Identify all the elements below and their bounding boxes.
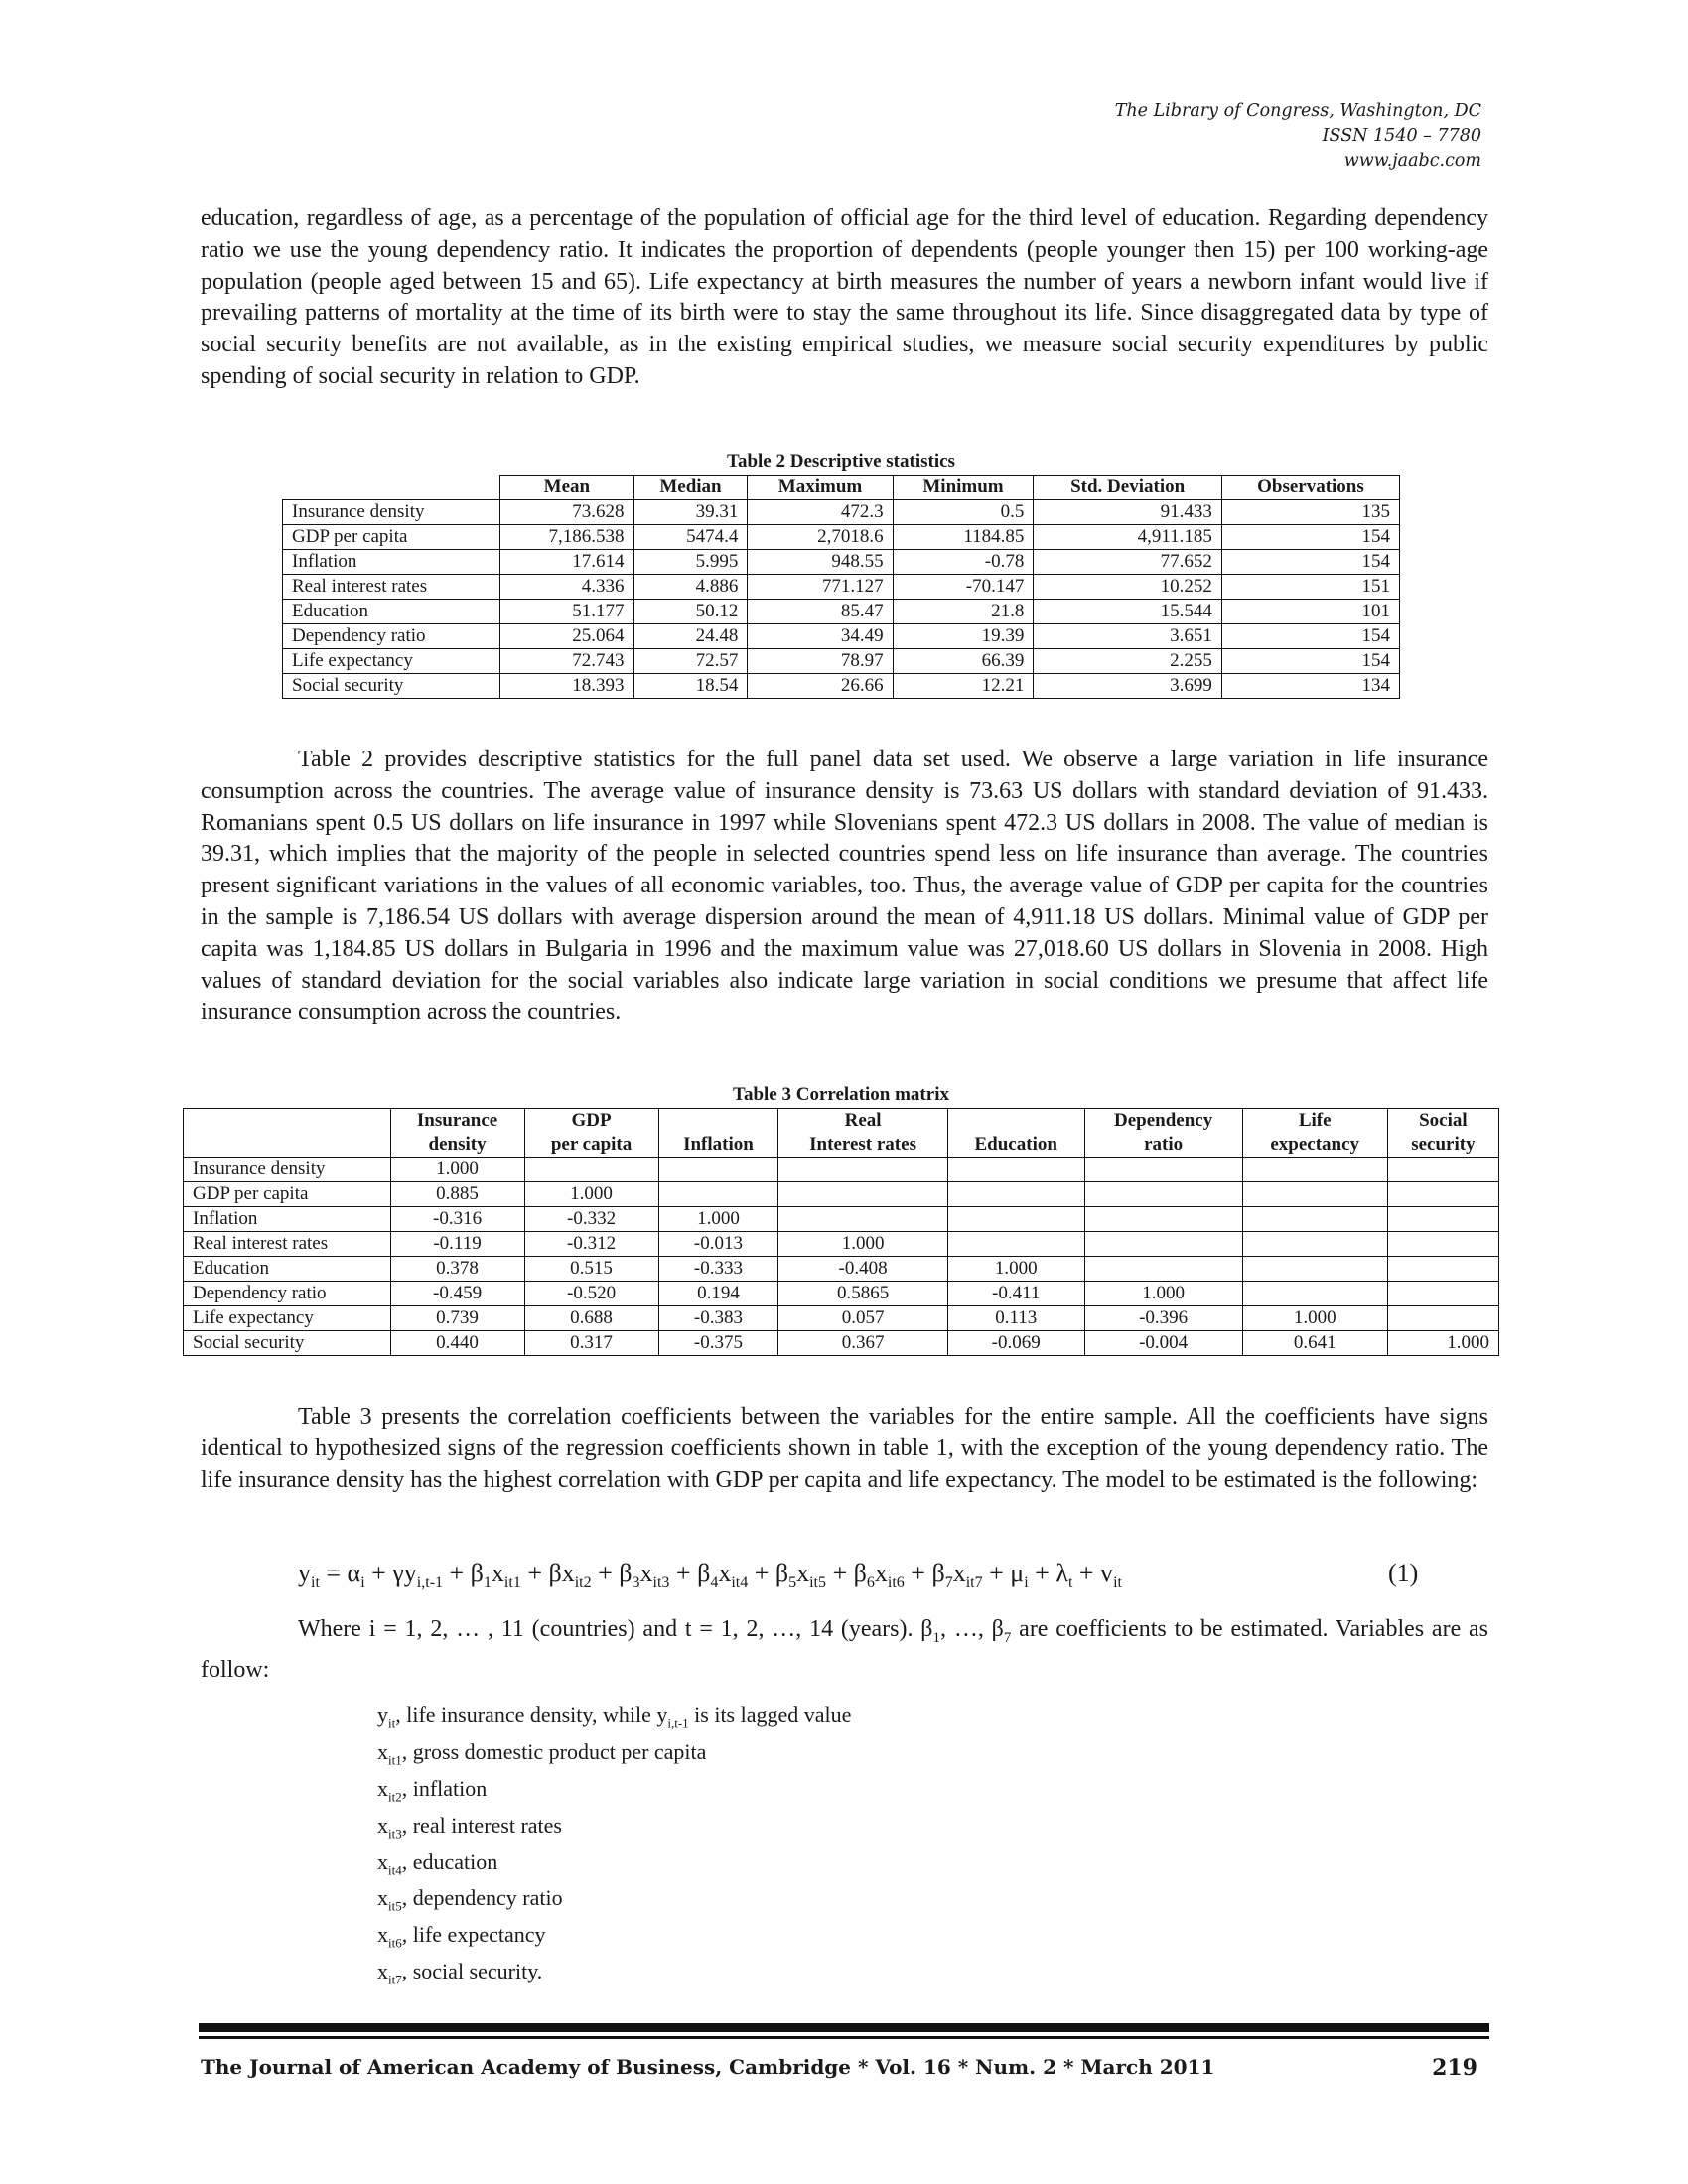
table2-cell: 472.3: [748, 500, 893, 525]
table2-cell: 25.064: [500, 624, 633, 649]
table2-cell: 50.12: [633, 600, 748, 624]
table3-cell: [778, 1158, 948, 1182]
table2-row: [283, 500, 1400, 525]
table3-header-line1: Real: [844, 1110, 882, 1131]
table2-cell: 77.652: [1034, 550, 1222, 575]
table2-row-label: Life expectancy: [283, 649, 500, 674]
table3-cell: 0.515: [524, 1257, 658, 1282]
table3-cell: [1387, 1306, 1498, 1331]
variable-subscript: it3: [388, 1826, 402, 1842]
table3-cell: -0.396: [1084, 1306, 1242, 1331]
table3-cell: [1387, 1158, 1498, 1182]
table2-cell: 73.628: [500, 500, 633, 525]
table3-header-row: [184, 1109, 1499, 1158]
table3-cell: -0.333: [658, 1257, 778, 1282]
table2-cell: 39.31: [633, 500, 748, 525]
table3-header-line1: Life: [1298, 1110, 1332, 1131]
table3-row: [184, 1232, 1499, 1257]
table2-cell: 5.995: [633, 550, 748, 575]
variable-description: , inflation: [401, 1775, 488, 1801]
table2-cell: 51.177: [500, 600, 633, 624]
table3-cell: -0.069: [947, 1331, 1084, 1356]
table2-cell: 151: [1221, 575, 1399, 600]
table2-cell: 5474.4: [633, 525, 748, 550]
table3-caption: Table 3 Correlation matrix: [733, 1084, 949, 1105]
table2-row-label: GDP per capita: [283, 525, 500, 550]
table3-cell: 0.5865: [778, 1282, 948, 1306]
table2-cell: 134: [1221, 674, 1399, 699]
table3-header-line2: density: [428, 1134, 487, 1155]
table3-cell: [1242, 1257, 1387, 1282]
table3-header-line2: ratio: [1144, 1134, 1184, 1155]
table3-row-label: Life expectancy: [184, 1306, 391, 1331]
table3-cell: [778, 1182, 948, 1207]
variable-subscript: it5: [388, 1898, 402, 1914]
table2-cell: 72.743: [500, 649, 633, 674]
variable-symbol: x: [377, 1775, 388, 1801]
table2-header-cell: Minimum: [893, 476, 1034, 500]
table2-cell: 0.5: [893, 500, 1034, 525]
header-line-url: www.jaabc.com: [1343, 151, 1481, 171]
table3-row: [184, 1182, 1499, 1207]
table2-cell: 154: [1221, 550, 1399, 575]
table3-header-line2: per capita: [550, 1134, 633, 1155]
table3-cell: [1242, 1158, 1387, 1182]
paragraph-correlation-discussion: Table 3 presents the correlation coefficients between the variables for the entire sample. All the coefficients have signs identical to hypothesized signs of the regression coefficients shown in table 1, with the exception of the young dependency ratio. The life insurance density has the highest correlation with GDP per capita and life expectancy. The model to be estimated is the following:: [201, 1404, 1488, 1493]
table3-header-cell: [658, 1109, 778, 1158]
table2-cell: 78.97: [748, 649, 893, 674]
table3-cell: 1.000: [778, 1232, 948, 1257]
paragraph-descriptive-discussion: Table 2 provides descriptive statistics for the full panel data set used. We observe a large variation in life insurance consumption across the countries. The average value of insurance density is 73.63 US dollars with standard deviation of 91.433. Romanians spent 0.5 US dollars on life insurance in 1997 while Slovenians spent 472.3 US dollars in 2008. The value of median is 39.31, which implies that the majority of the people in selected countries spend less on life insurance than average. The countries present significant variations in the values of all economic variables, too. Thus, the average value of GDP per capita for the countries in the sample is 7,186.54 US dollars with average dispersion around the mean of 4,911.18 US dollars. Minimal value of GDP per capita was 1,184.85 US dollars in Bulgaria in 1996 and the maximum value was 27,018.60 US dollars in Slovenia in 2008. High values of standard deviation for the social variables also indicate large variation in social conditions we presume that affect life insurance consumption across the countries.: [201, 747, 1488, 1025]
table3-cell: 1.000: [947, 1257, 1084, 1282]
table3-header-line1: Dependency: [1113, 1110, 1213, 1131]
table3-row: [184, 1282, 1499, 1306]
table2-row-label: Insurance density: [283, 500, 500, 525]
table3-header-line2: security: [1411, 1134, 1476, 1155]
table3-header-line1: Social: [1419, 1110, 1468, 1131]
table2-row: [283, 550, 1400, 575]
table3-cell: -0.459: [390, 1282, 524, 1306]
table2-cell: 34.49: [748, 624, 893, 649]
table2-row: [283, 600, 1400, 624]
table2-row: [283, 525, 1400, 550]
variable-subscript: it2: [388, 1789, 402, 1805]
table3-cell: -0.332: [524, 1207, 658, 1232]
table3-cell: [1242, 1182, 1387, 1207]
table2-cell: 7,186.538: [500, 525, 633, 550]
table3-cell: [658, 1182, 778, 1207]
table3-cell: [1387, 1182, 1498, 1207]
table3-cell: [947, 1232, 1084, 1257]
table2-cell: -70.147: [893, 575, 1034, 600]
table2-cell: 10.252: [1034, 575, 1222, 600]
variable-symbol: x: [377, 1922, 388, 1948]
table3-cell: -0.383: [658, 1306, 778, 1331]
variable-symbol: x: [377, 1738, 388, 1764]
variable-description: , dependency ratio: [401, 1885, 563, 1911]
variable-symbol: x: [377, 1959, 388, 1984]
variable-subscript: it: [388, 1715, 396, 1731]
table3-cell: [1242, 1282, 1387, 1306]
variable-subscript: it7: [388, 1972, 402, 1987]
table2-header-cell: Median: [633, 476, 748, 500]
table3-header-line2: Education: [974, 1134, 1057, 1155]
variable-item: [377, 1921, 851, 1958]
table3-cell: [1084, 1232, 1242, 1257]
table3-header-line2: expectancy: [1270, 1134, 1360, 1155]
table3-row-label: Dependency ratio: [184, 1282, 391, 1306]
table3-cell: 0.440: [390, 1331, 524, 1356]
table3-cell: [1084, 1182, 1242, 1207]
variable-item: [377, 1884, 851, 1921]
table3-cell: 0.739: [390, 1306, 524, 1331]
variable-item: [377, 1775, 851, 1812]
table2-header-cell: Observations: [1221, 476, 1399, 500]
table3-cell: [947, 1182, 1084, 1207]
table3-cell: [778, 1207, 948, 1232]
table3-cell: -0.520: [524, 1282, 658, 1306]
table3-cell: 1.000: [1242, 1306, 1387, 1331]
table2-cell: 19.39: [893, 624, 1034, 649]
table2-cell: 91.433: [1034, 500, 1222, 525]
table2-cell: 4.886: [633, 575, 748, 600]
table3-cell: 1.000: [524, 1182, 658, 1207]
table3-cell: [524, 1158, 658, 1182]
variable-subscript: it4: [388, 1861, 402, 1877]
table3-cell: [1084, 1207, 1242, 1232]
variable-symbol: x: [377, 1885, 388, 1911]
table3-cell: -0.312: [524, 1232, 658, 1257]
header-line-issn: ISSN 1540 – 7780: [1322, 126, 1481, 146]
table2-cell: 4,911.185: [1034, 525, 1222, 550]
table2-row: [283, 649, 1400, 674]
table3-cell: 0.885: [390, 1182, 524, 1207]
variable-description-tail: is its lagged value: [688, 1703, 852, 1727]
table3-cell: 1.000: [1084, 1282, 1242, 1306]
table3-row-label: GDP per capita: [184, 1182, 391, 1207]
table2-cell: 3.699: [1034, 674, 1222, 699]
table2-header-cell: Std. Deviation: [1034, 476, 1222, 500]
variable-description: , education: [401, 1848, 498, 1874]
table3-header-line2: Inflation: [683, 1134, 754, 1155]
table2-cell: 85.47: [748, 600, 893, 624]
table3-header-line2: Interest rates: [809, 1134, 916, 1155]
table2-cell: 3.651: [1034, 624, 1222, 649]
variable-item: [377, 1702, 851, 1738]
table2-row-label: Dependency ratio: [283, 624, 500, 649]
table3-cell: -0.119: [390, 1232, 524, 1257]
table3-cell: 0.317: [524, 1331, 658, 1356]
table2-cell: 101: [1221, 600, 1399, 624]
page-number: 219: [1432, 2055, 1477, 2081]
variable-description: , social security.: [401, 1959, 543, 1984]
table3-row: [184, 1257, 1499, 1282]
table2-header-cell: Maximum: [748, 476, 893, 500]
variable-subscript: it6: [388, 1935, 402, 1951]
footer-rule-thick: [199, 2023, 1489, 2032]
header-line-library: The Library of Congress, Washington, DC: [1114, 101, 1481, 121]
table2-cell: 18.54: [633, 674, 748, 699]
table3-cell: 0.194: [658, 1282, 778, 1306]
journal-header: [1115, 99, 1481, 174]
table2-cell: 2.255: [1034, 649, 1222, 674]
table2-row-label: Education: [283, 600, 500, 624]
equation-number: (1): [1388, 1559, 1419, 1587]
footer-rule-thin: [199, 2036, 1489, 2039]
paragraph-indices: Where i = 1, 2, … , 11 (countries) and t = 1, 2, …, 14 (years). $\beta_1$, …, $\beta_7$ are coefficients to be estimated. Variables are as follow:: [201, 1616, 1489, 1683]
table2-cell: 4.336: [500, 575, 633, 600]
variable-item: [377, 1958, 851, 1994]
table2-cell: 154: [1221, 649, 1399, 674]
table3-header-line1: Insurance: [416, 1110, 498, 1131]
table2-cell: 1184.85: [893, 525, 1034, 550]
table3-cell: -0.408: [778, 1257, 948, 1282]
table2-row: [283, 575, 1400, 600]
table3-cell: [1242, 1207, 1387, 1232]
table3-cell: 1.000: [658, 1207, 778, 1232]
table3-row: [184, 1158, 1499, 1182]
table2-cell: 72.57: [633, 649, 748, 674]
table3-cell: [1242, 1232, 1387, 1257]
table3-cell: 1.000: [390, 1158, 524, 1182]
table3-cell: -0.316: [390, 1207, 524, 1232]
variable-symbol: y: [377, 1703, 388, 1727]
variable-description: , life insurance density, while y: [395, 1703, 668, 1727]
table3-cell: -0.013: [658, 1232, 778, 1257]
table3-cell: [658, 1158, 778, 1182]
variable-symbol: x: [377, 1812, 388, 1838]
variable-item: [377, 1812, 851, 1848]
variable-list: [377, 1702, 851, 1994]
table2-cell: 12.21: [893, 674, 1034, 699]
table2-cell: 135: [1221, 500, 1399, 525]
table2-row: [283, 624, 1400, 649]
indices-text-a: Where i = 1, 2, … , 11 (countries) and t = 1, 2, …, 14 (years). β: [298, 1616, 933, 1642]
table3-cell: [1084, 1257, 1242, 1282]
table3-cell: [947, 1207, 1084, 1232]
table2-header-cell: Mean: [500, 476, 633, 500]
table2-cell: 18.393: [500, 674, 633, 699]
footer-journal: The Journal of American Academy of Business, Cambridge * Vol. 16 * Num. 2 * March 2011: [201, 2055, 1215, 2079]
variable-description: , real interest rates: [401, 1812, 562, 1838]
table2-cell: 154: [1221, 624, 1399, 649]
table3-cell: 0.113: [947, 1306, 1084, 1331]
table3-row-label: Education: [184, 1257, 391, 1282]
table2-caption: Table 2 Descriptive statistics: [727, 451, 955, 472]
table2-cell: 15.544: [1034, 600, 1222, 624]
table3-cell: [1084, 1158, 1242, 1182]
table3-cell: -0.004: [1084, 1331, 1242, 1356]
table3-header-line1: GDP: [571, 1110, 612, 1131]
paragraph-variables-definition: education, regardless of age, as a percentage of the population of official age for the third level of education. Regarding dependency ratio we use the young dependency ratio. It indicates the proportion of dependents (people younger then 15) per 100 working-age population (people aged between 15 and 65). Life expectancy at birth measures the number of years a newborn infant would live if prevailing patterns of mortality at the time of its birth were to stay the same throughout its life. Since disaggregated data by type of social security benefits are not available, as in the existing empirical studies, we measure social security expenditures by public spending of social security in relation to GDP.: [201, 205, 1488, 389]
table3-header-cell: [1084, 1109, 1242, 1158]
table3-cell: 1.000: [1387, 1331, 1498, 1356]
table2-header-row: [283, 476, 1400, 500]
indices-text-c: are coefficients to be estimated. Variables are as follow:: [201, 1616, 1489, 1683]
table3-cell: 0.367: [778, 1331, 948, 1356]
table3-header-cell: [184, 1109, 391, 1158]
variable-item: [377, 1848, 851, 1885]
table2-cell: 66.39: [893, 649, 1034, 674]
table2-cell: 771.127: [748, 575, 893, 600]
table3-cell: [1387, 1207, 1498, 1232]
table2-cell: 2,7018.6: [748, 525, 893, 550]
descriptive-statistics-table: [282, 475, 1400, 699]
table3-row-label: Inflation: [184, 1207, 391, 1232]
table2-cell: 26.66: [748, 674, 893, 699]
table3-header-cell: [947, 1109, 1084, 1158]
table3-header-cell: [524, 1109, 658, 1158]
model-equation: $y_{it} = \alpha_i + \gamma y_{i,t-1} + \beta_1x_{it1} + \beta x_{it2} + \beta_3x_{it3} + \beta_4x_{it4} + \beta_5x_{it5} + \beta_6x_{it6} + \beta_7x_{it7} + \mu_i + \lambda_t + v_{it}$: [298, 1559, 1122, 1592]
table3-header-cell: [390, 1109, 524, 1158]
table3-header-cell: [1387, 1109, 1498, 1158]
table3-cell: 0.057: [778, 1306, 948, 1331]
table3-row: [184, 1306, 1499, 1331]
correlation-matrix-table: [183, 1108, 1499, 1356]
table3-cell: 0.641: [1242, 1331, 1387, 1356]
table2-cell: 17.614: [500, 550, 633, 575]
indices-text-b: , …, β: [940, 1616, 1004, 1642]
table2-header-cell: [283, 476, 500, 500]
table2-row-label: Inflation: [283, 550, 500, 575]
table3-cell: [947, 1158, 1084, 1182]
variable-subscript-lag: i,t-1: [667, 1715, 689, 1731]
variable-subscript: it1: [388, 1752, 402, 1768]
table2-row: [283, 674, 1400, 699]
table3-row-label: Real interest rates: [184, 1232, 391, 1257]
table3-cell: -0.411: [947, 1282, 1084, 1306]
variable-item: [377, 1738, 851, 1775]
table3-cell: -0.375: [658, 1331, 778, 1356]
variable-description: , gross domestic product per capita: [401, 1738, 707, 1764]
table3-cell: [1387, 1282, 1498, 1306]
table2-cell: 24.48: [633, 624, 748, 649]
variable-description: , life expectancy: [401, 1922, 546, 1948]
variable-symbol: x: [377, 1848, 388, 1874]
table3-cell: [1387, 1232, 1498, 1257]
table2-row-label: Real interest rates: [283, 575, 500, 600]
table3-header-cell: [778, 1109, 948, 1158]
table3-row-label: Insurance density: [184, 1158, 391, 1182]
table3-cell: 0.378: [390, 1257, 524, 1282]
table3-cell: 0.688: [524, 1306, 658, 1331]
table2-row-label: Social security: [283, 674, 500, 699]
table3-row-label: Social security: [184, 1331, 391, 1356]
table2-cell: 948.55: [748, 550, 893, 575]
table3-header-cell: [1242, 1109, 1387, 1158]
table3-row: [184, 1331, 1499, 1356]
table3-cell: [1387, 1257, 1498, 1282]
table2-cell: 154: [1221, 525, 1399, 550]
table2-cell: 21.8: [893, 600, 1034, 624]
table3-row: [184, 1207, 1499, 1232]
table2-cell: -0.78: [893, 550, 1034, 575]
